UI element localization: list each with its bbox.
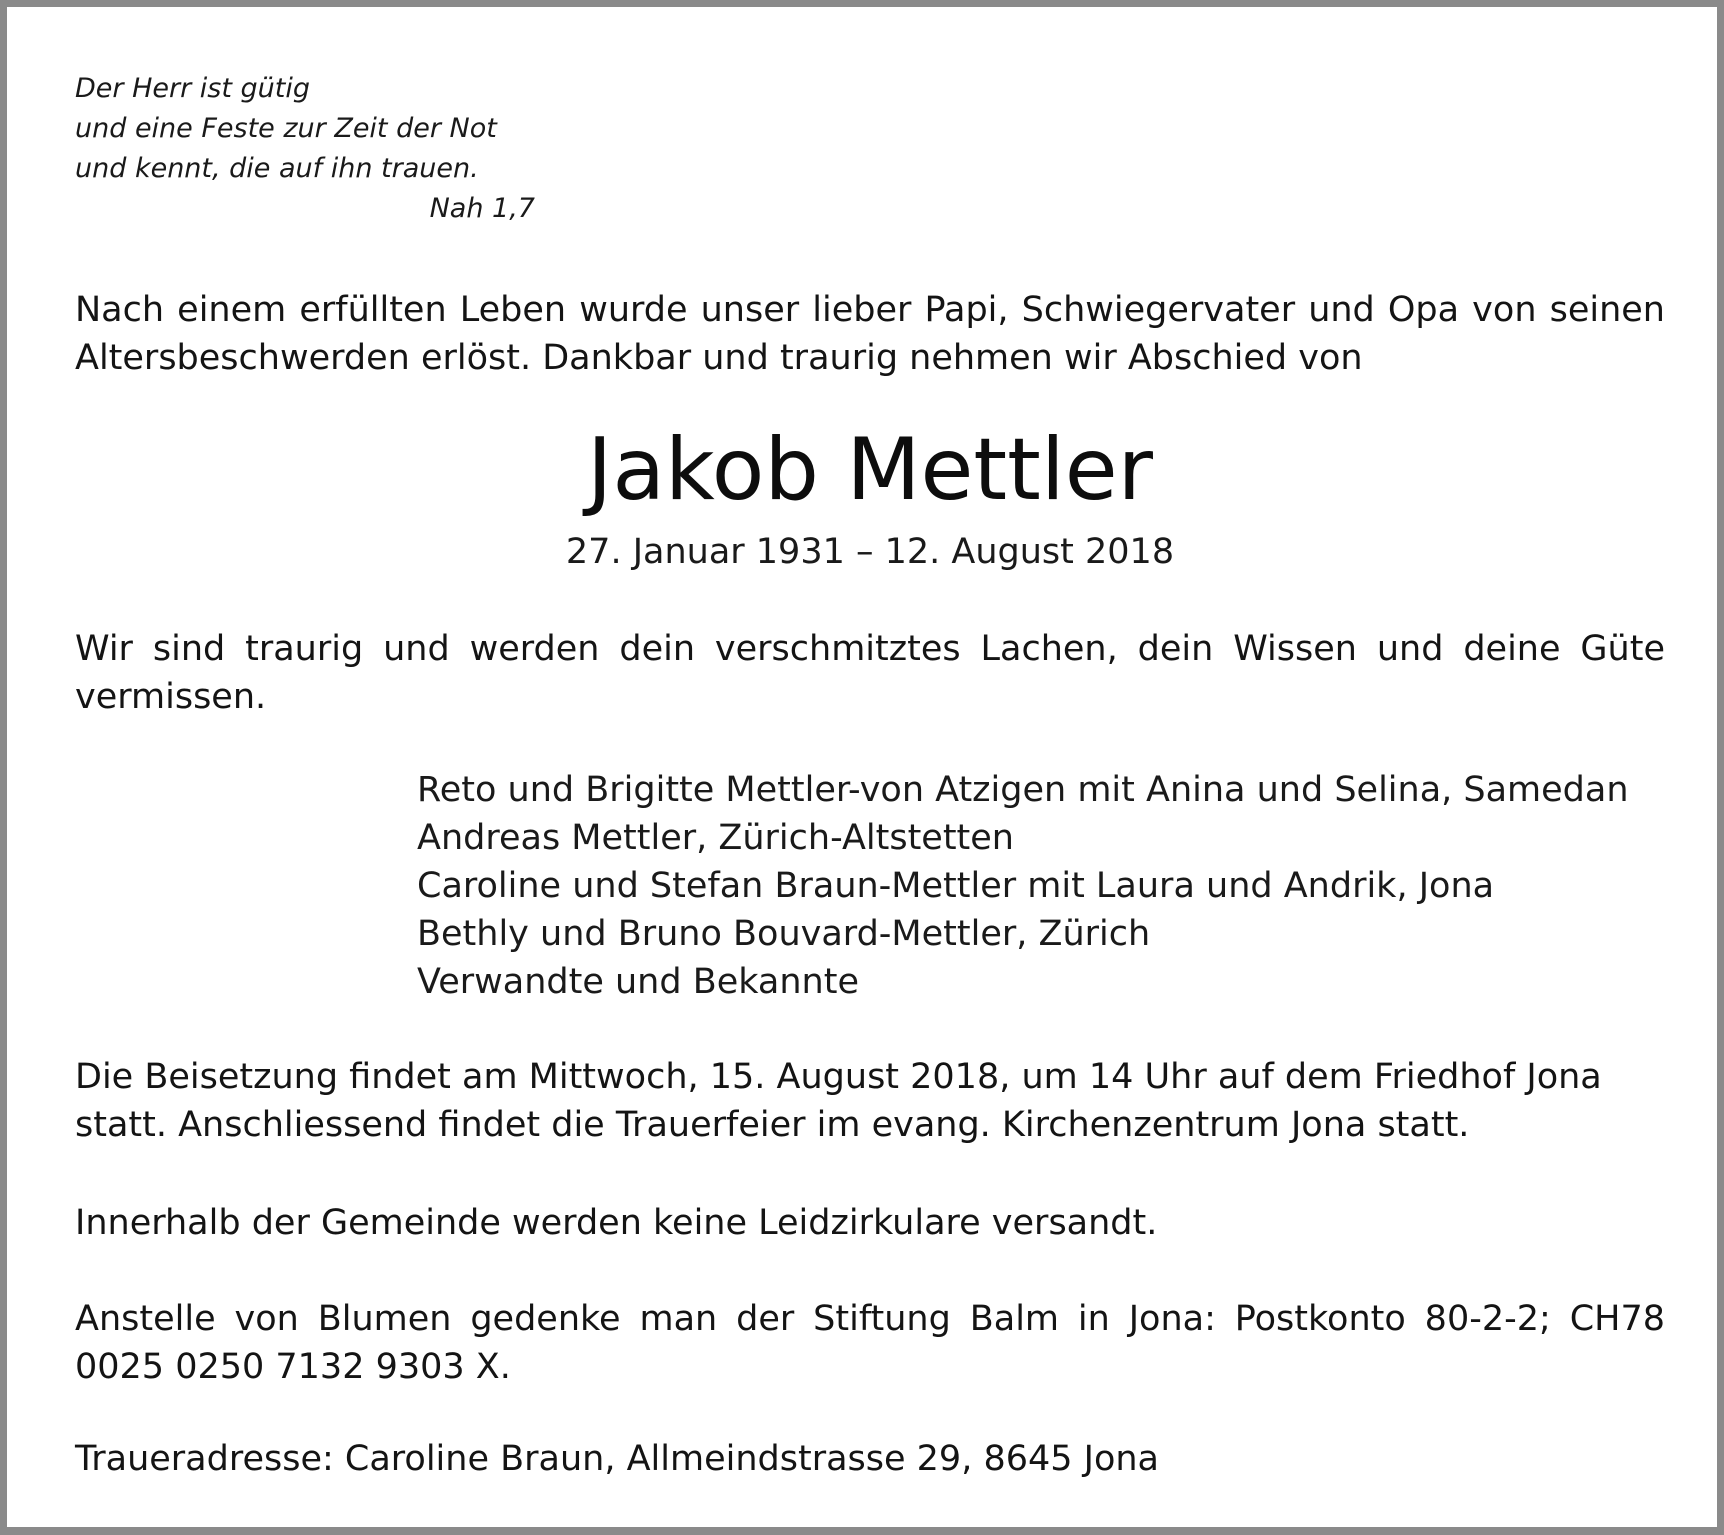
verse-line: Der Herr ist gütig (75, 73, 310, 104)
mourner-entry: Reto und Brigitte Mettler-von Atzigen mit Anina und Selina, Samedan (417, 770, 1629, 810)
deceased-name: Jakob Mettler (586, 420, 1154, 520)
intro-paragraph: Nach einem erfüllten Leben wurde unser lieber Papi, Schwiegervater und Opa von seinen Altersbeschwerden erlöst. Dankbar und traurig nehmen wir Abschied von (75, 290, 1665, 378)
mourner-entry: Bethly und Bruno Bouvard-Mettler, Zürich (417, 914, 1151, 954)
mourning-address: Traueradresse: Caroline Braun, Allmeindstrasse 29, 8645 Jona (75, 1439, 1160, 1479)
life-dates: 27. Januar 1931 – 12. August 2018 (565, 532, 1175, 572)
bible-verse (75, 69, 535, 229)
farewell-paragraph: Wir sind traurig und werden dein verschmitztes Lachen, dein Wissen und deine Güte vermissen. (75, 629, 1665, 717)
donation-info: Anstelle von Blumen gedenke man der Stiftung Balm in Jona: Postkonto 80-2-2; CH78 0025 0250 7132 9303 X. (75, 1299, 1665, 1387)
circular-notice: Innerhalb der Gemeinde werden keine Leidzirkulare versandt. (75, 1203, 1158, 1243)
burial-info: Die Beisetzung findet am Mittwoch, 15. August 2018, um 14 Uhr auf dem Friedhof Jona statt. Anschliessend findet die Trauerfeier im evang. Kirchenzentrum Jona statt. (75, 1057, 1602, 1145)
verse-line: und eine Feste zur Zeit der Not (75, 113, 497, 144)
mourner-entry: Verwandte und Bekannte (417, 962, 859, 1002)
mourner-entry: Andreas Mettler, Zürich-Altstetten (417, 818, 1014, 858)
mourners-list (417, 766, 1665, 1006)
verse-line: und kennt, die auf ihn trauen. (75, 153, 479, 184)
verse-reference: Nah 1,7 (429, 193, 535, 224)
mourner-entry: Caroline und Stefan Braun-Mettler mit Laura und Andrik, Jona (417, 866, 1495, 906)
